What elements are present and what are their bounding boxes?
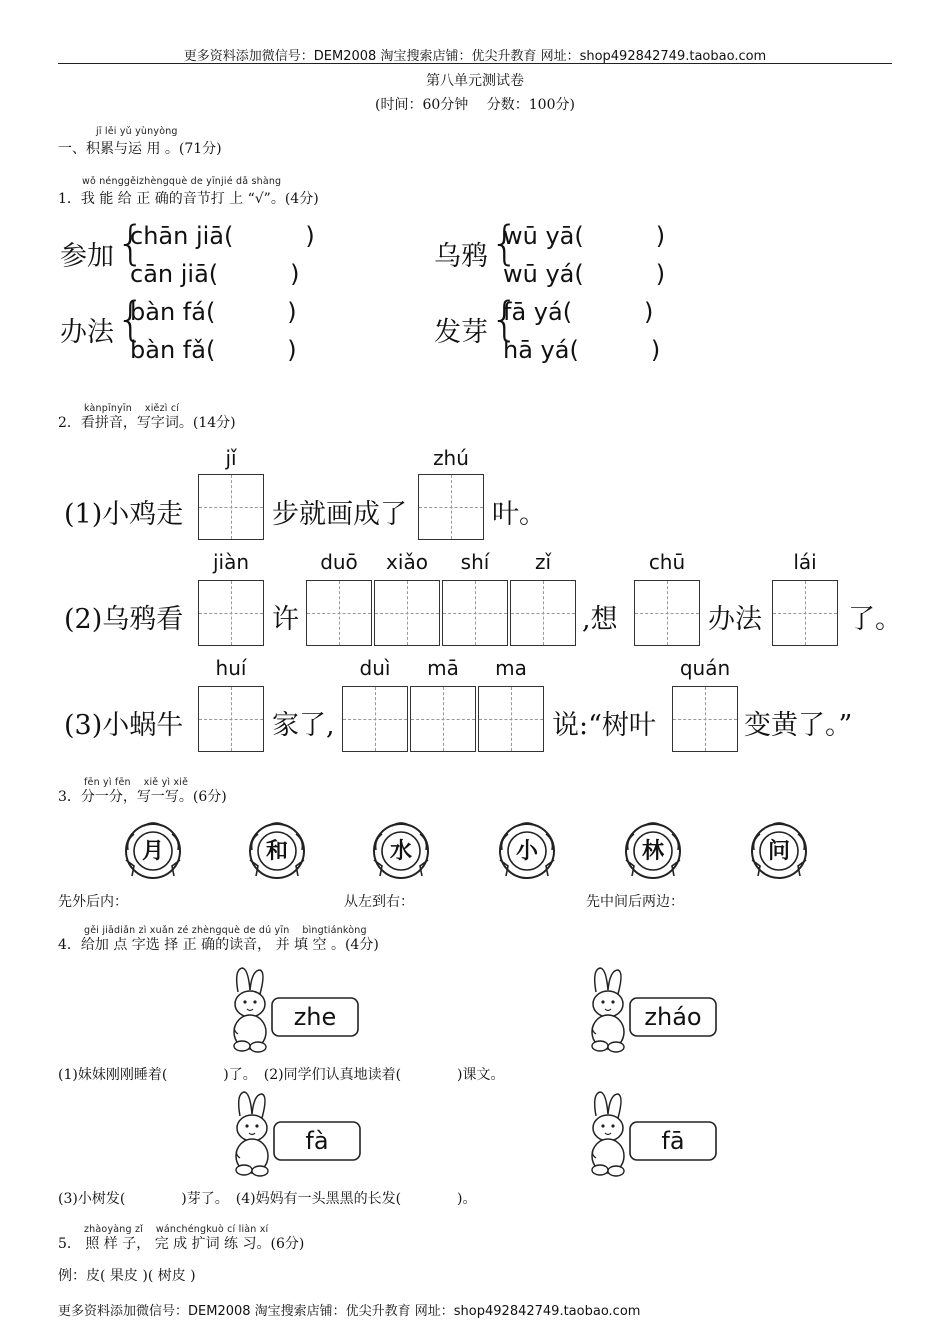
q1-pinyin: wǒ nénggěizhèngquè de yīnjié dǎ shàng [82,176,282,187]
stamp-character: 和 [265,838,288,864]
q2-text: 叶。 [492,499,546,530]
writing-grid-box[interactable] [418,474,484,540]
q2-text: (2)乌鸦看 [64,604,184,635]
q1-word-faya: 发芽 [434,317,488,348]
q4-heading: 4．给加 点 字选 择 正 确的读音， 并 填 空 。(4分) [58,937,379,953]
q2-pinyin-label: quán [679,656,731,680]
q2-pinyin-label: duì [359,656,391,680]
q2-pinyin-label: chū [648,550,686,574]
pinyin-option: zhe [293,1003,337,1031]
q2-pinyin-label: huí [215,656,247,680]
page-title: 第八单元测试卷 [426,73,524,89]
q1-brace: { [116,216,146,270]
stamp-character: 林 [641,838,664,864]
q4-sentence: (1)妹妹刚刚睡着( )了。 (2)同学们认真地读着( )课文。 [58,1067,505,1083]
part1-heading: 一、积累与运 用 。(71分) [58,141,222,157]
q3-category: 先中间后两边： [586,894,684,910]
writing-grid-box[interactable] [410,686,476,752]
q4-pinyin: gěi jiādiǎn zì xuǎn zé zhèngquè de dú yīn bìngtiánkòng [84,925,367,936]
character-stamp [370,820,432,882]
rabbit-pinyin-card [586,1090,718,1180]
q2-text: 说:“树叶 [552,710,656,741]
writing-grid-box[interactable] [442,580,508,646]
q1-brace: { [490,216,520,270]
q1-brace: { [116,292,146,346]
writing-grid-box[interactable] [634,580,700,646]
q3-pinyin: fēn yì fēn xiě yì xiě [84,777,189,788]
q1-option: bàn fǎ( ) [130,336,297,364]
pinyin-option: fà [305,1127,329,1155]
q2-heading: 2．看拼音，写字词。(14分) [58,415,236,431]
q2-pinyin: kànpīnyīn xiězì cí [84,403,180,414]
q3-category: 先外后内： [58,894,128,910]
writing-grid-box[interactable] [198,686,264,752]
page-subtitle: (时间：60分钟 分数：100分) [375,97,575,113]
q2-text: 变黄了。” [744,710,853,741]
q2-pinyin-label: xiǎo [386,550,428,574]
q1-option: chān jiā( ) [130,222,315,250]
stamp-character: 月 [141,838,164,864]
q1-option: wū yá( ) [503,260,666,288]
q2-text: 办法 [708,604,762,635]
writing-grid-box[interactable] [306,580,372,646]
character-stamp [496,820,558,882]
writing-grid-box[interactable] [198,580,264,646]
stamp-character: 问 [767,838,790,864]
q2-text: (3)小蜗牛 [64,710,184,741]
q4-sentence: (3)小树发( )芽了。 (4)妈妈有一头黑黑的长发( )。 [58,1191,477,1207]
q2-pinyin-label: jǐ [225,446,237,470]
writing-grid-box[interactable] [342,686,408,752]
q5-example: 例：皮( 果皮 )( 树皮 ) [58,1268,196,1284]
q2-pinyin-label: jiàn [212,550,250,574]
q1-option: fā yá( ) [503,298,654,326]
q1-option: bàn fá( ) [130,298,297,326]
q5-heading: 5． 照 样 子， 完 成 扩词 练 习。(6分) [58,1236,305,1252]
q1-word-banfa: 办法 [60,317,114,348]
q2-text: (1)小鸡走 [64,499,184,530]
q2-pinyin-label: duō [320,550,358,574]
character-stamp [246,820,308,882]
writing-grid-box[interactable] [374,580,440,646]
q2-pinyin-label: lái [793,550,817,574]
q1-option: hā yá( ) [503,336,661,364]
q1-option: cān jiā( ) [130,260,300,288]
q2-text: 家了, [272,710,335,741]
q1-option: wū yā( ) [503,222,666,250]
writing-grid-box[interactable] [510,580,576,646]
stamp-character: 水 [389,838,412,864]
q2-pinyin-label: mā [427,656,459,680]
q3-heading: 3．分一分，写一写。(6分) [58,789,227,805]
q5-pinyin: zhàoyàng zǐ wánchéngkuò cí liàn xí [84,1224,269,1235]
stamp-character: 小 [515,838,538,864]
header-rule [58,63,892,64]
q2-pinyin-label: shí [460,550,490,574]
pinyin-option: fā [661,1127,685,1155]
part1-pinyin: jī lěi yǔ yùnyòng [96,126,178,137]
q2-pinyin-label: ma [495,656,527,680]
q1-word-wuya: 乌鸦 [434,241,488,272]
rabbit-pinyin-card [230,1090,362,1180]
writing-grid-box[interactable] [772,580,838,646]
q1-word-canjia: 参加 [60,241,114,272]
character-stamp [748,820,810,882]
writing-grid-box[interactable] [198,474,264,540]
q2-text: ,想 [582,604,618,635]
q2-text: 了。 [848,604,902,635]
q3-category: 从左到右： [344,894,414,910]
q2-text: 许 [272,604,299,635]
page-footer: 更多资料添加微信号：DEM2008 淘宝搜索店铺：优尖升教育 网址：shop492842749.taobao.com [58,1304,641,1319]
rabbit-pinyin-card [228,966,360,1056]
character-stamp [622,820,684,882]
q1-brace: { [490,292,520,346]
q2-pinyin-label: zhú [433,446,469,470]
writing-grid-box[interactable] [478,686,544,752]
page-header: 更多资料添加微信号：DEM2008 淘宝搜索店铺：优尖升教育 网址：shop492842749.taobao.com [183,49,767,64]
rabbit-pinyin-card [586,966,718,1056]
q1-heading: 1．我 能 给 正 确的音节打 上 “√”。(4分) [58,191,319,207]
pinyin-option: zháo [644,1003,702,1031]
writing-grid-box[interactable] [672,686,738,752]
q2-pinyin-label: zǐ [534,550,552,574]
character-stamp [122,820,184,882]
q2-text: 步就画成了 [272,499,407,530]
